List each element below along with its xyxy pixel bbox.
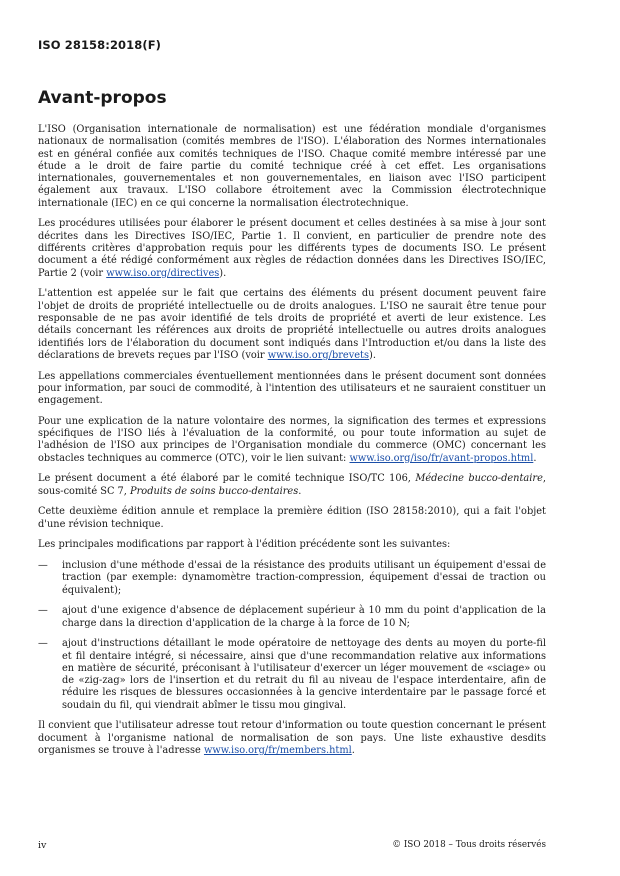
paragraph-voluntary-text: Pour une explication de la nature volontaire des normes, la signification des termes et expressions spécifiques de l'ISO liés à l'évaluation de la conformité, ou pour toute information au sujet de l'adhésion de l'ISO aux principes de l'Organisation mondiale du commerce (OMC) concernant les obstacles techniques au commerce (OTC), voir le lien suivant:	[38, 415, 546, 464]
paragraph-voluntary-nature	[38, 416, 546, 465]
page-title: Avant-propos	[38, 88, 167, 108]
link-brevets[interactable]: www.iso.org/brevets	[267, 349, 369, 361]
list-item	[38, 638, 546, 712]
copyright-notice: © ISO 2018 – Tous droits réservés	[392, 840, 546, 850]
dash-bullet: —	[38, 560, 48, 572]
paragraph-committee-end: .	[298, 485, 302, 497]
list-item	[38, 560, 546, 597]
paragraph-feedback-end: .	[351, 745, 355, 757]
subcommittee-name: Produits de soins bucco-dentaires	[130, 485, 299, 497]
paragraph-procedures	[38, 218, 546, 279]
paragraph-patents	[38, 288, 546, 362]
paragraph-patents-end: ).	[369, 349, 376, 361]
paragraph-feedback	[38, 720, 546, 757]
link-avant-propos[interactable]: www.iso.org/iso/fr/avant-propos.html	[349, 452, 534, 464]
paragraph-trade-names: Les appellations commerciales éventuellement mentionnées dans le présent document sont données pour information, par souci de commodité, à l'intention des utilisateurs et ne sauraient constituer un engagement.	[38, 370, 546, 407]
list-item-text: inclusion d'une méthode d'essai de la résistance des produits utilisant un équipement d'essai de traction (par exemple: dynamomètre traction-compression, équipement d'essai de traction ou équivalent);	[62, 560, 546, 596]
document-id-header: ISO 28158:2018(F)	[38, 38, 162, 52]
link-members[interactable]: www.iso.org/fr/members.html	[203, 745, 352, 757]
list-item-text: ajout d'une exigence d'absence de déplacement supérieur à 10 mm du point d'application de la charge dans la direction d'application de la charge à la force de 10 N;	[62, 605, 546, 629]
paragraph-voluntary-end: .	[533, 452, 537, 464]
dash-bullet: —	[38, 638, 48, 650]
dash-bullet: —	[38, 605, 48, 617]
paragraph-procedures-end: ).	[219, 267, 227, 279]
paragraph-feedback-text: Il convient que l'utilisateur adresse tout retour d'information ou toute question concernant le présent document à l'organisme national de normalisation de son pays. Une liste exhaustive desdits organismes se trouve à l'adresse	[38, 720, 546, 757]
page-number: iv	[38, 840, 47, 851]
committee-name: Médecine bucco-dentaire	[415, 473, 543, 485]
paragraph-changes-intro: Les principales modifications par rapport à l'édition précédente sont les suivantes:	[38, 539, 451, 551]
list-item	[38, 605, 546, 630]
paragraph-iso-intro: L'ISO (Organisation internationale de normalisation) est une fédération mondiale d'organismes nationaux de normalisation (comités membres de l'ISO). L'élaboration des Normes internationales est en général confiée aux comités techniques de l'ISO. Chaque comité membre intéressé par une étude a le droit de faire partie du comité technique créé à cet effet. Les organisations internationales, gouvernementales et non gouvernementales, en liaison avec l'ISO participent également aux travaux. L'ISO collabore étroitement avec la Commission électrotechnique internationale (IEC) en ce qui concerne la normalisation électrotechnique.	[38, 124, 546, 209]
link-directives[interactable]: www.iso.org/directives	[106, 267, 220, 279]
paragraph-edition: Cette deuxième édition annule et remplace la première édition (ISO 28158:2010), qui a fait l'objet d'une révision technique.	[38, 506, 546, 530]
paragraph-committee	[38, 473, 546, 498]
paragraph-committee-text: Le présent document a été élaboré par le comité technique ISO/TC 106,	[38, 473, 416, 485]
paragraph-patents-text: L'attention est appelée sur le fait que certains des éléments du présent document peuvent faire l'objet de droits de propriété intellectuelle ou de droits analogues. L'ISO ne saurait être tenue pour responsable de ne pas avoir identifié de tels droits de propriété et averti de leur existence. Les détails concernant les références aux droits de propriété intellectuelle ou autres droits analogues identifiés lors de l'élaboration du document sont indiqués dans l'Introduction et/ou dans la liste des déclarations de brevets reçues par l'ISO (voir	[38, 288, 546, 361]
list-item-text: ajout d'instructions détaillant le mode opératoire de nettoyage des dents au moyen du porte-fil et fil dentaire intégré, si nécessaire, ainsi que d'une recommandation relative aux informations en matière de sécurité, préconisant à l'utilisateur d'exercer un léger mouvement de «sciage» ou de «zig-zag» lors de l'insertion et du retrait du fil au niveau de l'espace interdentaire, afin de réduire les risques de blessures occasionnées à la gencive interdentaire par le passage forcé et soudain du fil, qui viendrait abîmer le tissu mou gingival.	[62, 638, 546, 711]
paragraph-procedures-text: Les procédures utilisées pour élaborer le présent document et celles destinées à sa mise à jour sont décrites dans les Directives ISO/IEC, Partie 1. Il convient, en particulier de prendre note des différents critères d'approbation requis pour les différents types de documents ISO. Le présent document a été rédigé conformément aux règles de rédaction données dans les Directives ISO/IEC, Partie 2 (voir	[38, 218, 546, 279]
paragraph-committee-mid: , sous-comité SC 7,	[38, 473, 546, 497]
document-body	[38, 124, 546, 766]
